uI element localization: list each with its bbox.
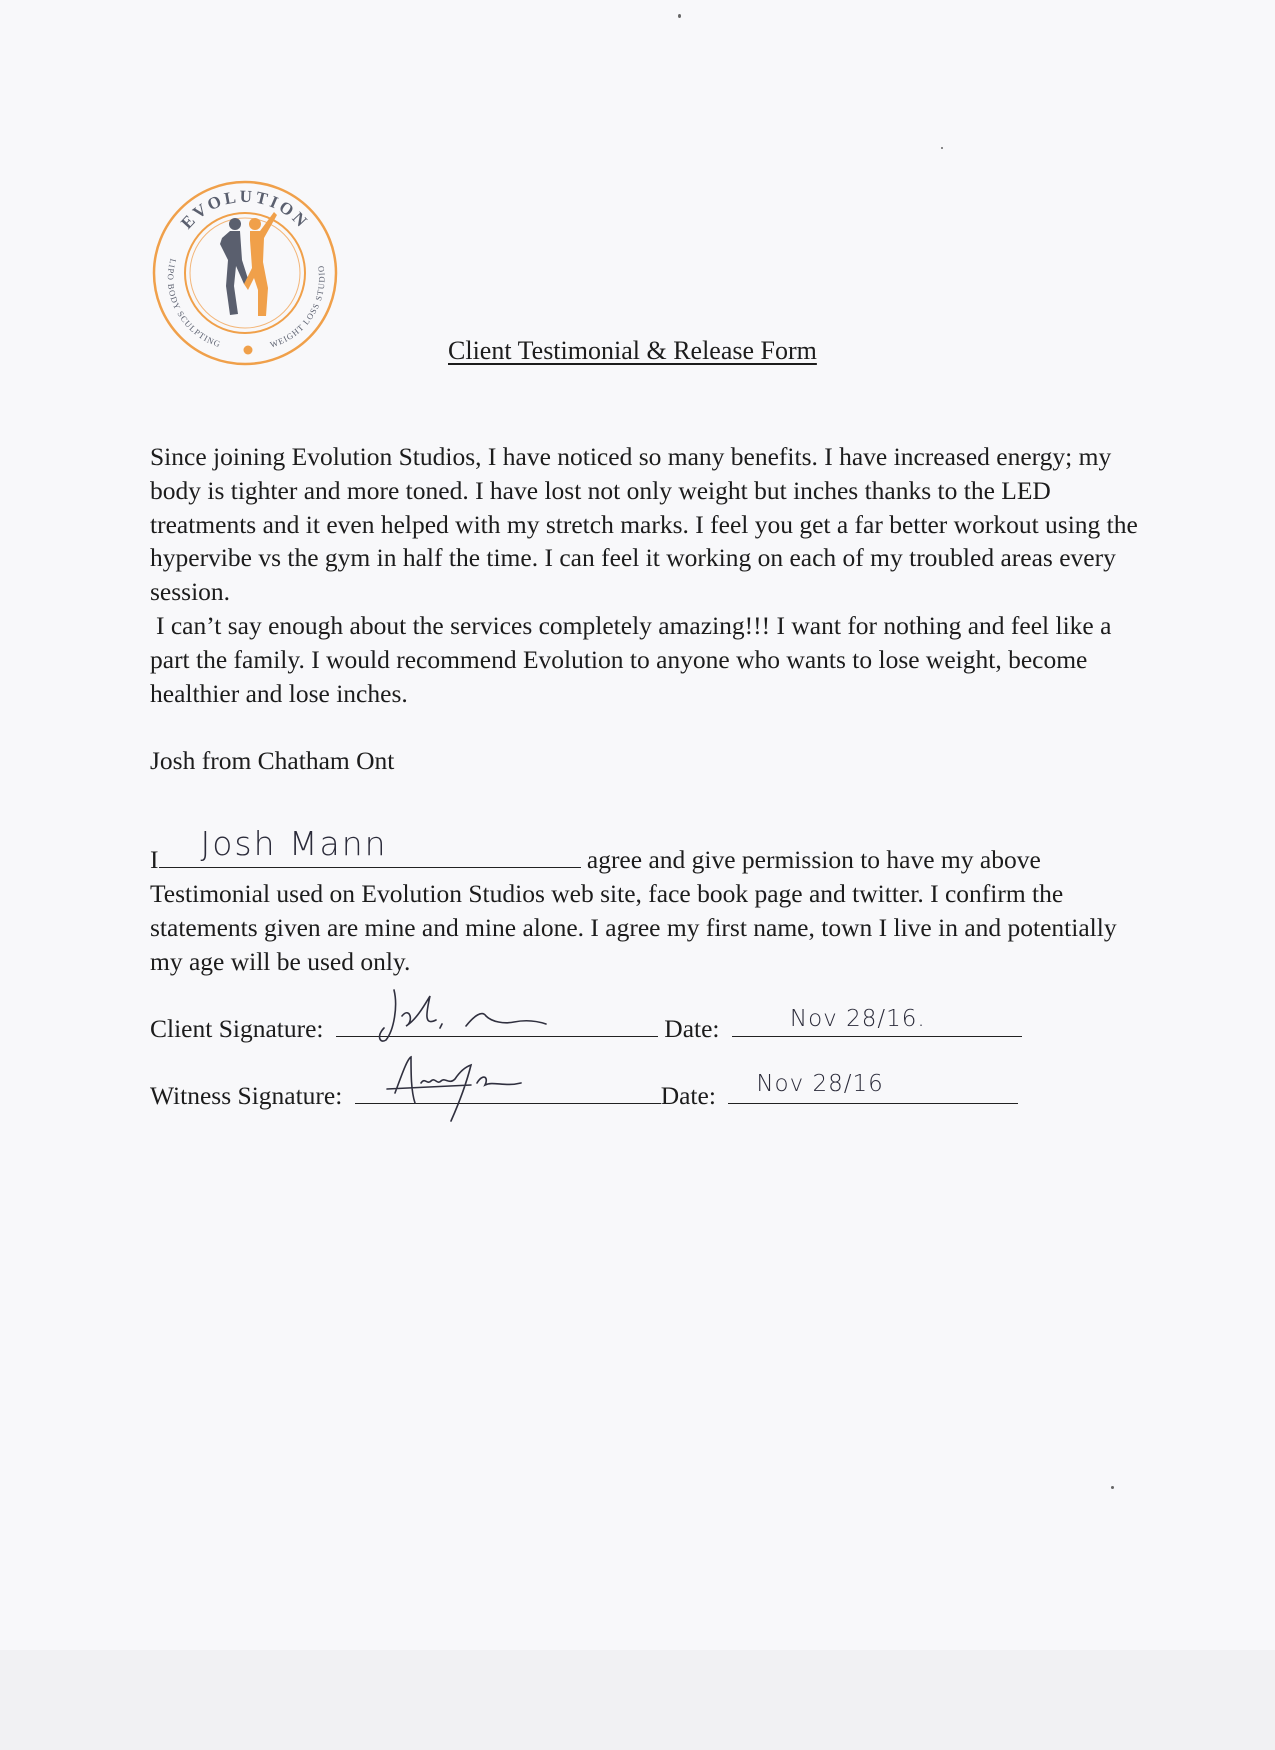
- release-prefix: I: [150, 845, 159, 874]
- scan-speck: [678, 14, 681, 18]
- testimonial-paragraph: Since joining Evolution Studios, I have noticed so many benefits. I have increased energy; my body is tighter and more toned. I have lost not only weight but inches thanks to the LED treatments and it even helped with my stretch marks. I feel you get a far better workout using the hypervibe vs the gym in half the time. I can feel it working on each of my troubled areas every session.: [150, 442, 1138, 607]
- testimonial-body: [150, 440, 1140, 710]
- logo-brand-text: EVOLUTION: [177, 186, 313, 233]
- logo-left-arc-text: LIPO BODY SCULPTING: [165, 257, 223, 350]
- evolution-logo: [150, 178, 340, 368]
- witness-signature-line: [355, 1081, 661, 1104]
- client-signature: [364, 986, 584, 1046]
- client-signature-row: [150, 1006, 1022, 1044]
- scan-speck: [1111, 1486, 1114, 1489]
- name-field: [159, 824, 581, 868]
- logo-dot-icon: [244, 346, 253, 355]
- client-date-line: [732, 1006, 1022, 1037]
- testimonial-paragraph: I can’t say enough about the services completely amazing!!! I want for nothing and feel like a part the family. I would recommend Evolution to anyone who wants to lose weight, become healthier and lose inches.: [150, 610, 1112, 708]
- witness-signature-label: Witness Signature:: [150, 1081, 343, 1110]
- witness-signature: [381, 1047, 591, 1127]
- yoga-figures-icon: [220, 212, 277, 316]
- client-signature-label: Client Signature:: [150, 1014, 324, 1043]
- form-title: Client Testimonial & Release Form: [448, 336, 817, 365]
- client-date-label: Date:: [664, 1014, 720, 1043]
- client-signature-line: [336, 1014, 658, 1037]
- testimonial-signoff: Josh from Chatham Ont: [150, 746, 395, 775]
- client-date-handwritten: Nov 28/16.: [789, 1006, 926, 1032]
- logo-right-arc-text: WEIGHT LOSS STUDIO: [268, 264, 327, 350]
- release-statement: [150, 824, 1140, 979]
- scanner-bed-strip: [0, 1650, 1275, 1750]
- handwritten-name: Josh Mann: [200, 824, 388, 863]
- scan-speck: [941, 147, 943, 149]
- witness-date-label: Date:: [660, 1081, 716, 1110]
- release-agreement-text: agree and give permission to have my above Testimonial used on Evolution Studios web site, face book page and twitter. I confirm the statements given are mine and mine alone. I agree my first name, town I live in and potentially my age will be used only.: [150, 845, 1117, 976]
- witness-date-line: [728, 1071, 1018, 1104]
- witness-date-handwritten: Nov 28/16: [756, 1071, 884, 1097]
- witness-signature-row: [150, 1071, 1018, 1111]
